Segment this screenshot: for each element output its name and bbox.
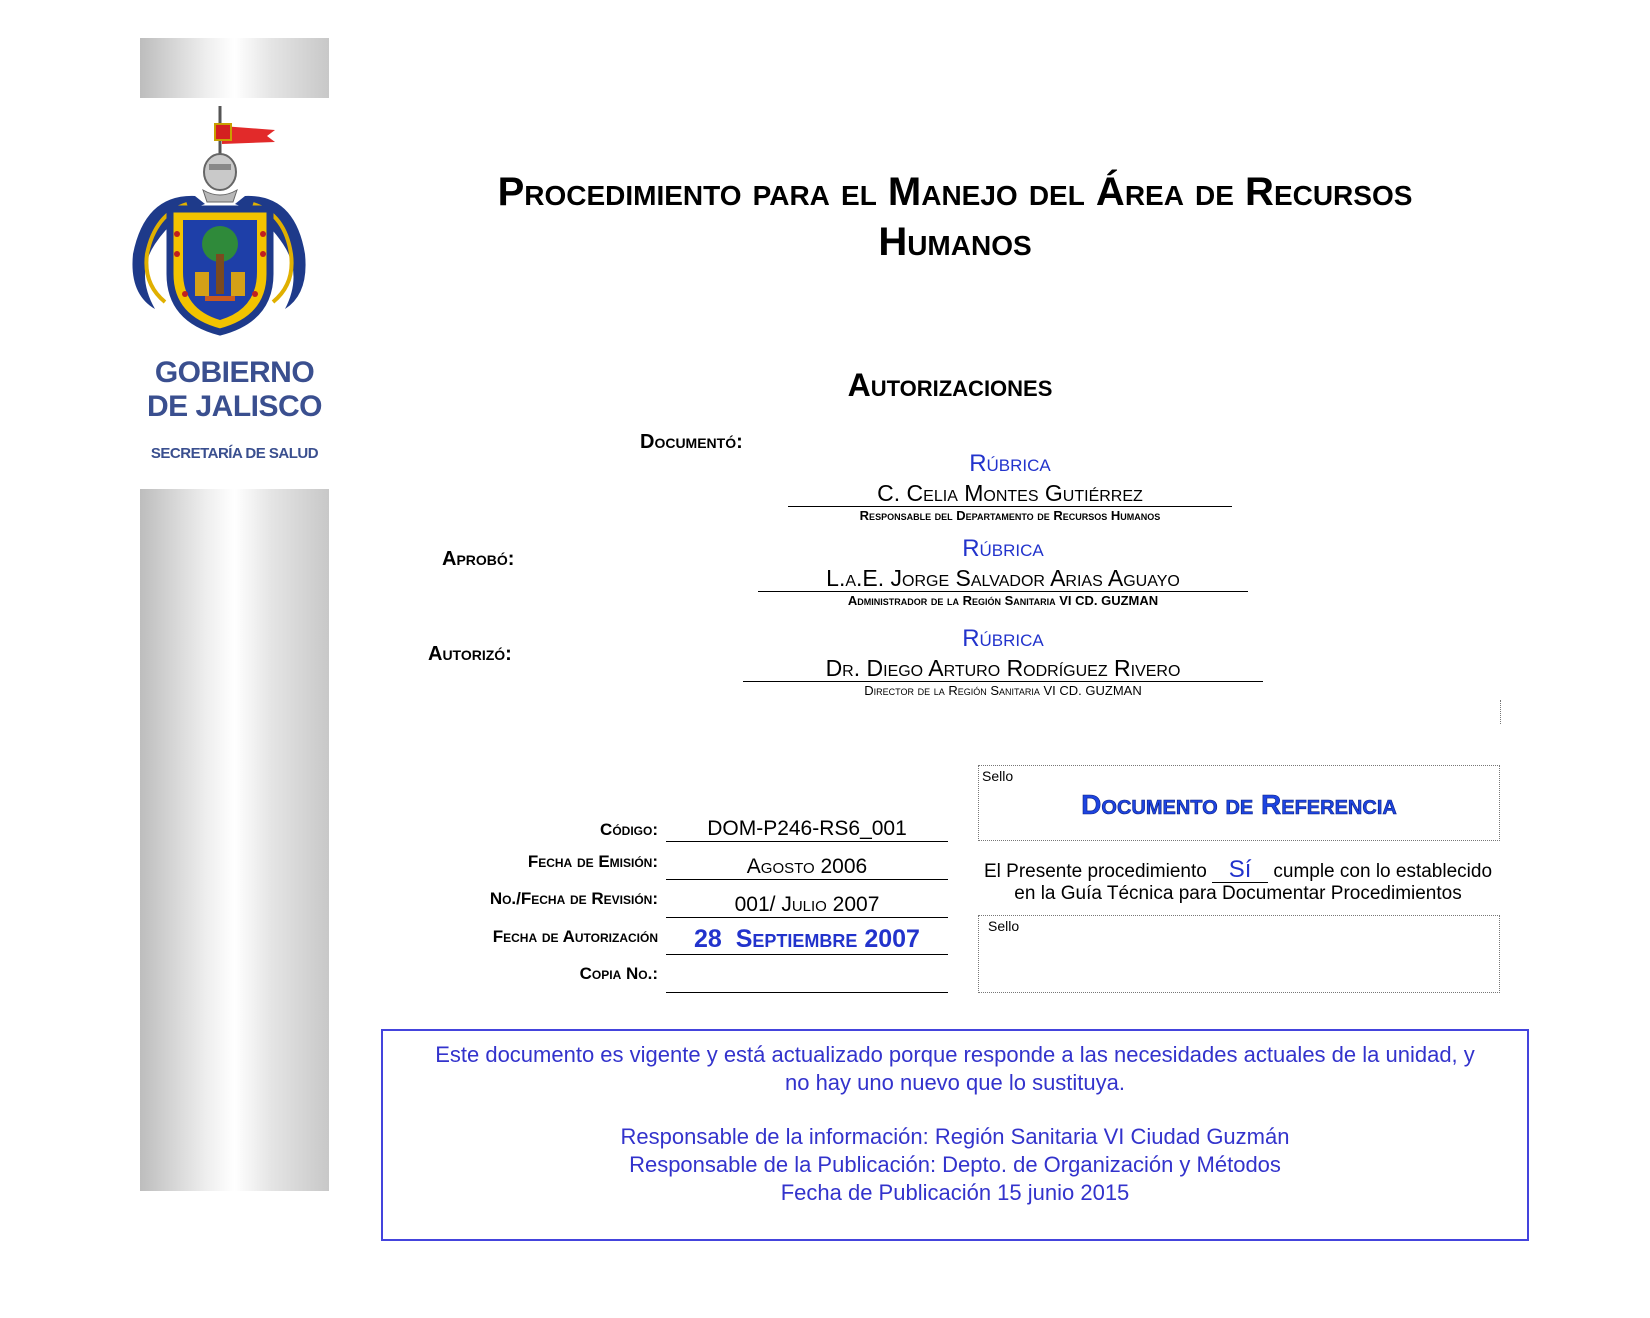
validity-notice [381,1029,1529,1241]
secretaria-label: SECRETARÍA DE SALUD [150,445,319,462]
aprobo-name: L.a.E. Jorge Salvador Arias Aguayo [758,565,1248,592]
sidebar-top-bar [140,38,329,98]
presente-pre: El Presente procedimiento [983,861,1207,882]
autorizacion-label: Fecha de Autorización [492,927,658,946]
authorizations-heading: Autorizaciones [847,367,1053,403]
emision-label: Fecha de Emisión: [527,852,658,871]
emision-value: Agosto 2006 [666,855,948,880]
aprobo-role: Administrador de la Región Sanitaria VI CD. GUZMAN [847,593,1159,608]
gov-line-2: DE JALISCO [146,390,323,423]
notice-resp-pub: Responsable de la Publicación: Depto. de Organización y Métodos [629,1152,1281,1177]
aprobo-label: Aprobó: [442,548,515,570]
sello-label-2: Sello [988,918,1020,934]
sello-box-1 [978,765,1500,841]
presente-line-2: en la Guía Técnica para Documentar Procedimientos [1014,883,1462,904]
page-title-line-2: Humanos [878,220,1032,264]
notice-line-1: Este documento es vigente y está actualizado porque responde a las necesidades actuales de la unidad, y [435,1042,1475,1067]
copia-label: Copia No.: [579,964,658,983]
sello-label-1: Sello [982,768,1014,784]
documento-referencia: Documento de Referencia [1081,789,1397,820]
gov-line-1: GOBIERNO [154,356,315,389]
documento-rubrica: Rúbrica [969,450,1051,477]
page-title-line-1: Procedimiento para el Manejo del Área de Recursos [497,170,1413,214]
autorizo-label: Autorizó: [428,643,512,665]
aprobo-rubrica: Rúbrica [962,535,1044,562]
autorizacion-value: 28 Septiembre 2007 [666,924,948,955]
documento-label: Documentó: [640,431,743,453]
revision-label: No./Fecha de Revisión: [489,889,658,908]
documento-role: Responsable del Departamento de Recursos Humanos [859,508,1161,523]
autorizo-role: Director de la Región Sanitaria VI CD. GUZMAN [864,683,1142,698]
autorizo-rubrica: Rúbrica [962,625,1044,652]
revision-value: 001/ Julio 2007 [666,893,948,918]
copia-value [666,968,948,993]
sidebar-bottom-bar [140,489,329,1191]
documento-name: C. Celia Montes Gutiérrez [788,480,1232,507]
notice-fecha-pub: Fecha de Publicación 15 junio 2015 [780,1180,1130,1205]
autorizo-name: Dr. Diego Arturo Rodríguez Rivero [743,655,1263,682]
presente-line-1 [978,858,1498,884]
presente-si: Sí [1212,858,1268,883]
codigo-value: DOM-P246-RS6_001 [666,817,948,842]
codigo-label: Código: [600,820,658,839]
notice-resp-info: Responsable de la información: Región Sanitaria VI Ciudad Guzmán [620,1124,1290,1149]
jalisco-coat-of-arms-icon [125,104,310,344]
notice-line-2: no hay uno nuevo que lo sustituya. [784,1070,1126,1095]
sello-box-2 [978,915,1500,993]
dotted-divider [1500,700,1501,724]
presente-post: cumple con lo establecido [1273,861,1493,882]
